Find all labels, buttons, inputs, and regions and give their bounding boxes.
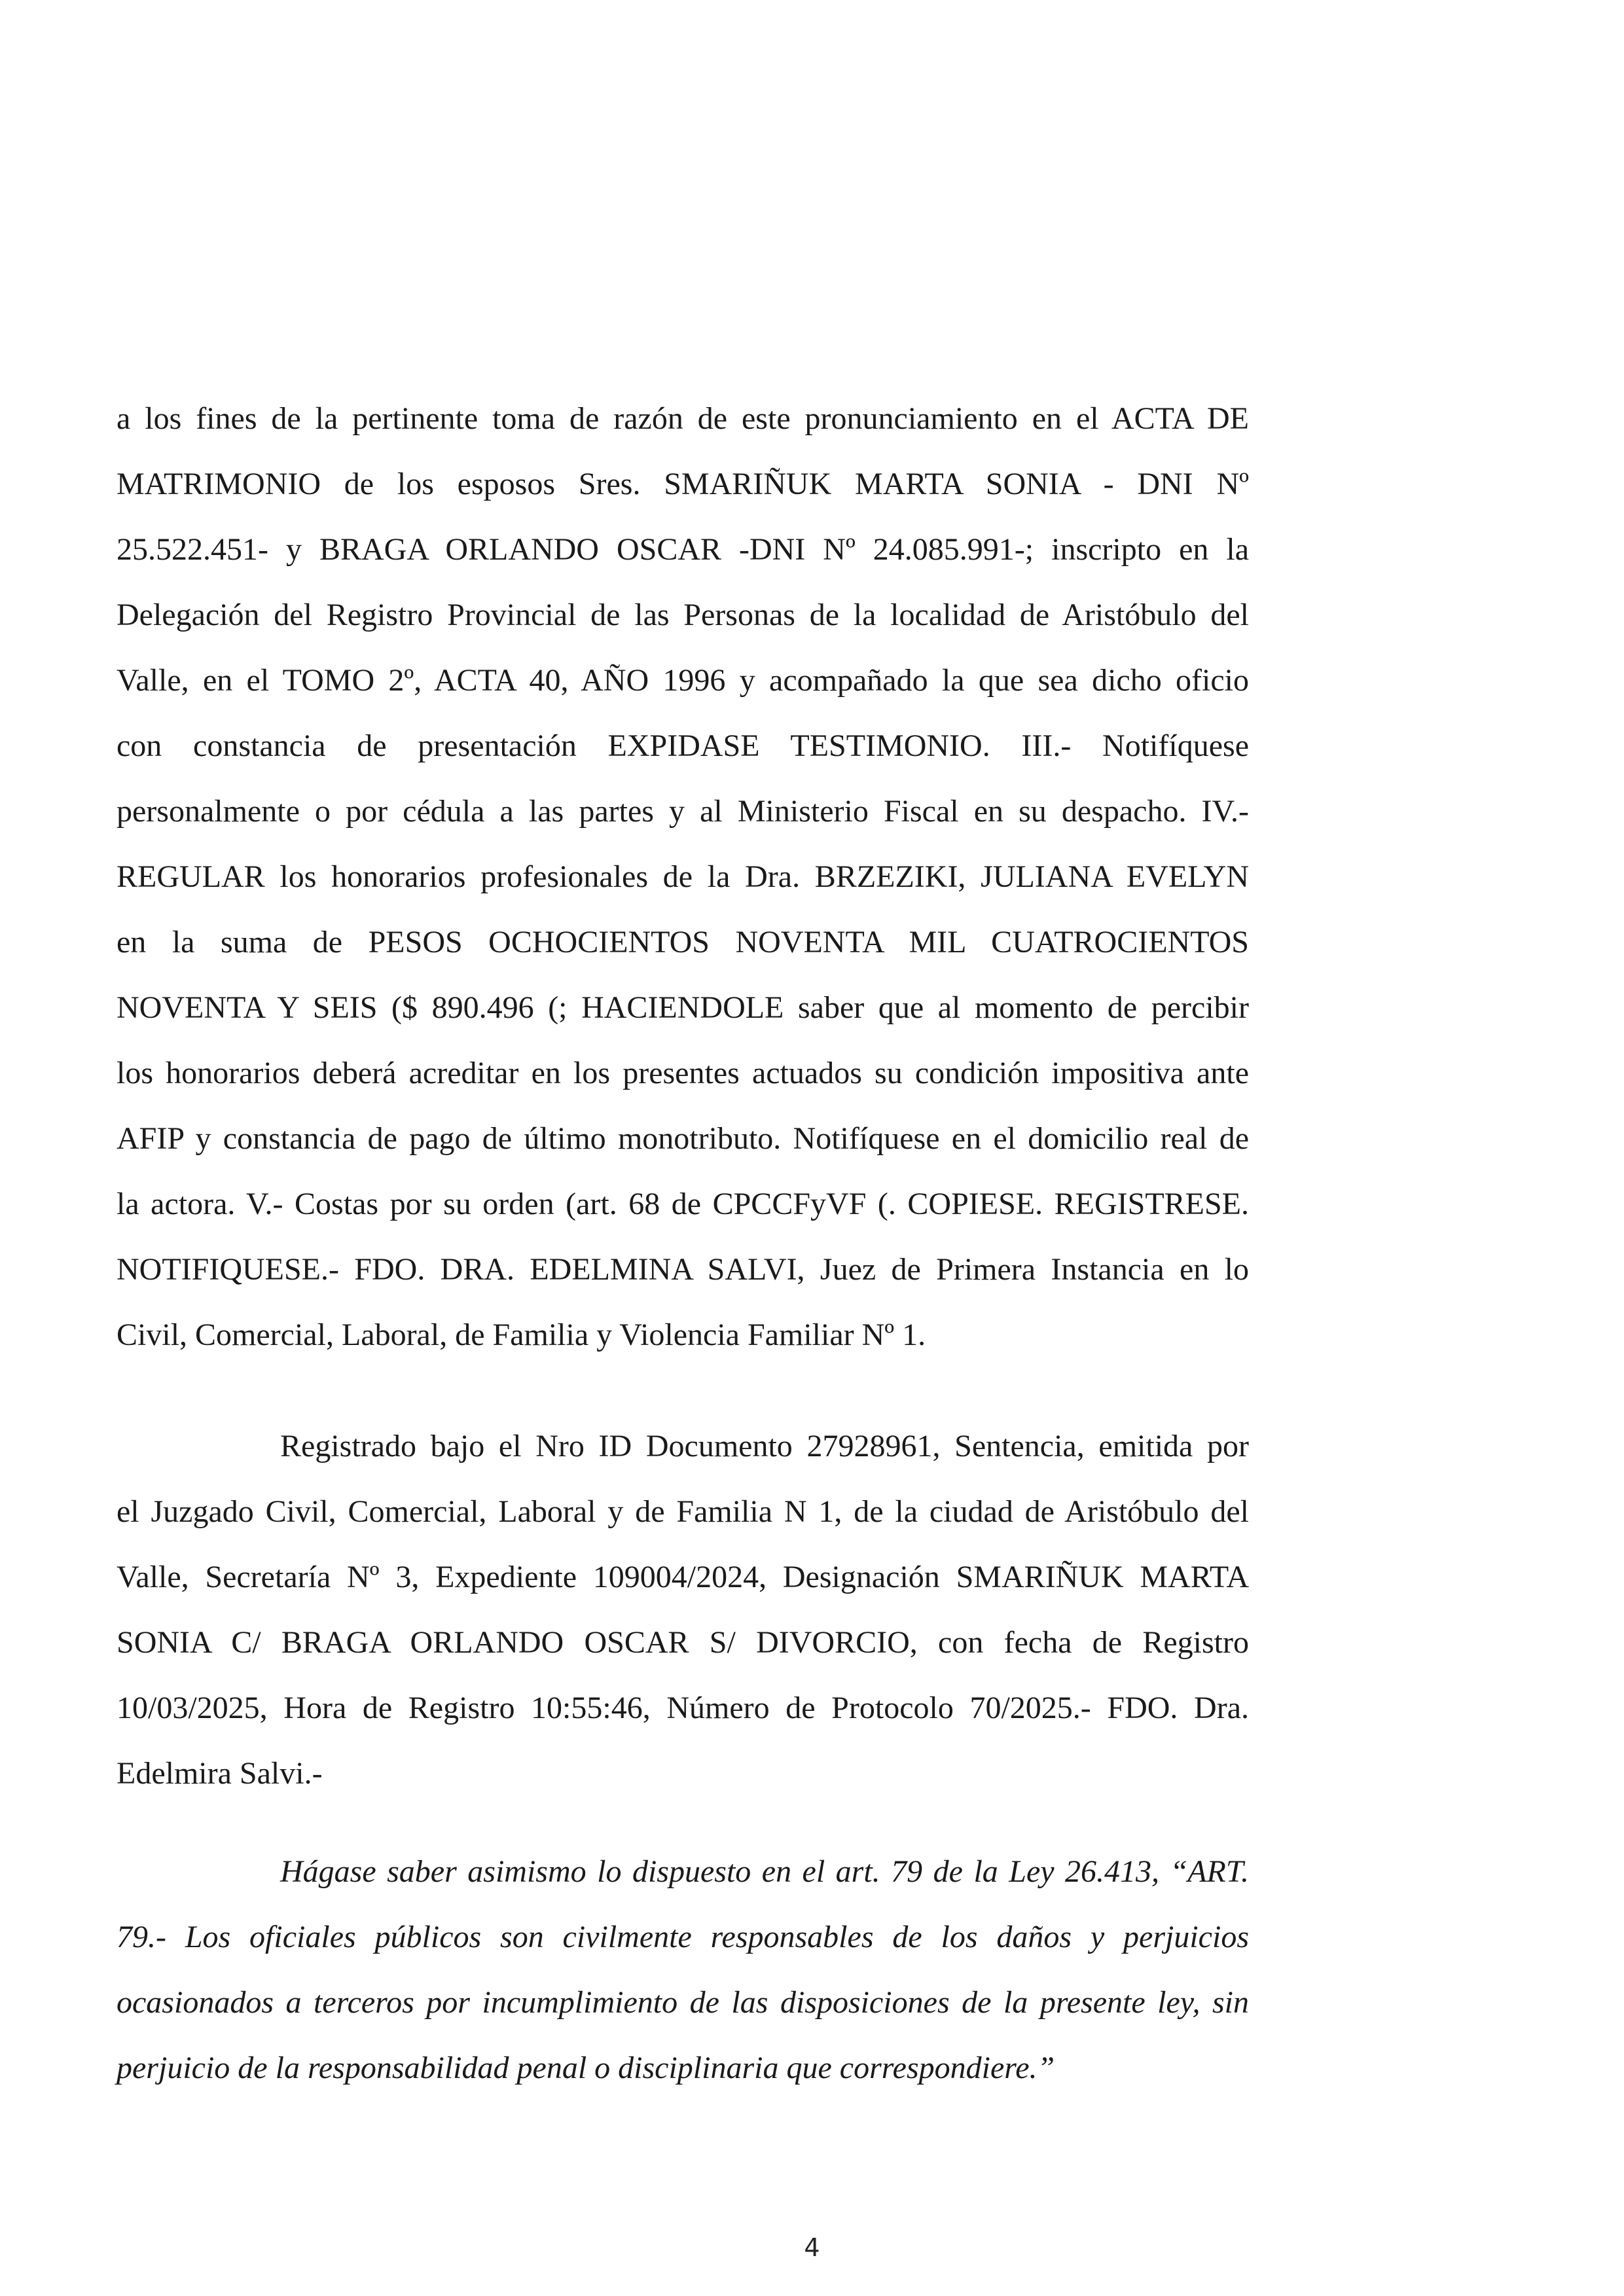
page-number: 4 (804, 2233, 820, 2262)
text-line: perjuicio de la responsabilidad penal o disciplinaria que correspondiere.” (117, 2051, 1055, 2085)
resolution-paragraph (117, 386, 1249, 1368)
text-line: a los fines de la pertinente toma de razón de este pronunciamiento en el ACTA DE (117, 401, 1249, 436)
text-line: con constancia de presentación EXPIDASE TESTIMONIO. III.- Notifíquese (117, 728, 1249, 763)
text-line: Delegación del Registro Provincial de las Personas de la localidad de Aristóbulo del (117, 598, 1249, 632)
text-line: 79.- Los oficiales públicos son civilmente responsables de los daños y perjuicios (117, 1920, 1249, 1954)
text-line: 25.522.451- y BRAGA ORLANDO OSCAR -DNI Nº 24.085.991-; inscripto en la (117, 532, 1249, 567)
text-line: NOVENTA Y SEIS ($ 890.496 (; HACIENDOLE saber que al momento de percibir (117, 990, 1249, 1025)
text-line: 10/03/2025, Hora de Registro 10:55:46, Número de Protocolo 70/2025.- FDO. Dra. (117, 1691, 1249, 1725)
text-line: Hágase saber asimismo lo dispuesto en el art. 79 de la Ley 26.413, “ART. (280, 1854, 1249, 1889)
text-line: Registrado bajo el Nro ID Documento 27928961, Sentencia, emitida por (280, 1429, 1249, 1463)
law-quote-paragraph (117, 1839, 1249, 2101)
text-line: el Juzgado Civil, Comercial, Laboral y de Familia N 1, de la ciudad de Aristóbulo del (117, 1494, 1249, 1529)
registration-paragraph (117, 1414, 1249, 1806)
text-line: personalmente o por cédula a las partes y al Ministerio Fiscal en su despacho. IV.- (117, 794, 1249, 829)
text-line: MATRIMONIO de los esposos Sres. SMARIÑUK MARTA SONIA - DNI Nº (117, 467, 1249, 501)
text-line: REGULAR los honorarios profesionales de la Dra. BRZEZIKI, JULIANA EVELYN (117, 859, 1249, 894)
text-line: AFIP y constancia de pago de último monotributo. Notifíquese en el domicilio real de (117, 1121, 1249, 1156)
text-line: Valle, en el TOMO 2º, ACTA 40, AÑO 1996 y acompañado la que sea dicho oficio (117, 663, 1249, 698)
text-line: SONIA C/ BRAGA ORLANDO OSCAR S/ DIVORCIO, con fecha de Registro (117, 1625, 1249, 1660)
text-line: la actora. V.- Costas por su orden (art. 68 de CPCCFyVF (. COPIESE. REGISTRESE. (117, 1187, 1249, 1221)
text-line: Edelmira Salvi.- (117, 1756, 323, 1791)
text-line: Valle, Secretaría Nº 3, Expediente 109004/2024, Designación SMARIÑUK MARTA (117, 1560, 1249, 1594)
text-line: en la suma de PESOS OCHOCIENTOS NOVENTA MIL CUATROCIENTOS (117, 925, 1249, 960)
text-line: Civil, Comercial, Laboral, de Familia y Violencia Familiar Nº 1. (117, 1318, 926, 1352)
text-line: NOTIFIQUESE.- FDO. DRA. EDELMINA SALVI, Juez de Primera Instancia en lo (117, 1252, 1249, 1287)
text-line: los honorarios deberá acreditar en los presentes actuados su condición impositiva ante (117, 1056, 1249, 1090)
text-line: ocasionados a terceros por incumplimiento de las disposiciones de la presente ley, sin (117, 1985, 1249, 2020)
